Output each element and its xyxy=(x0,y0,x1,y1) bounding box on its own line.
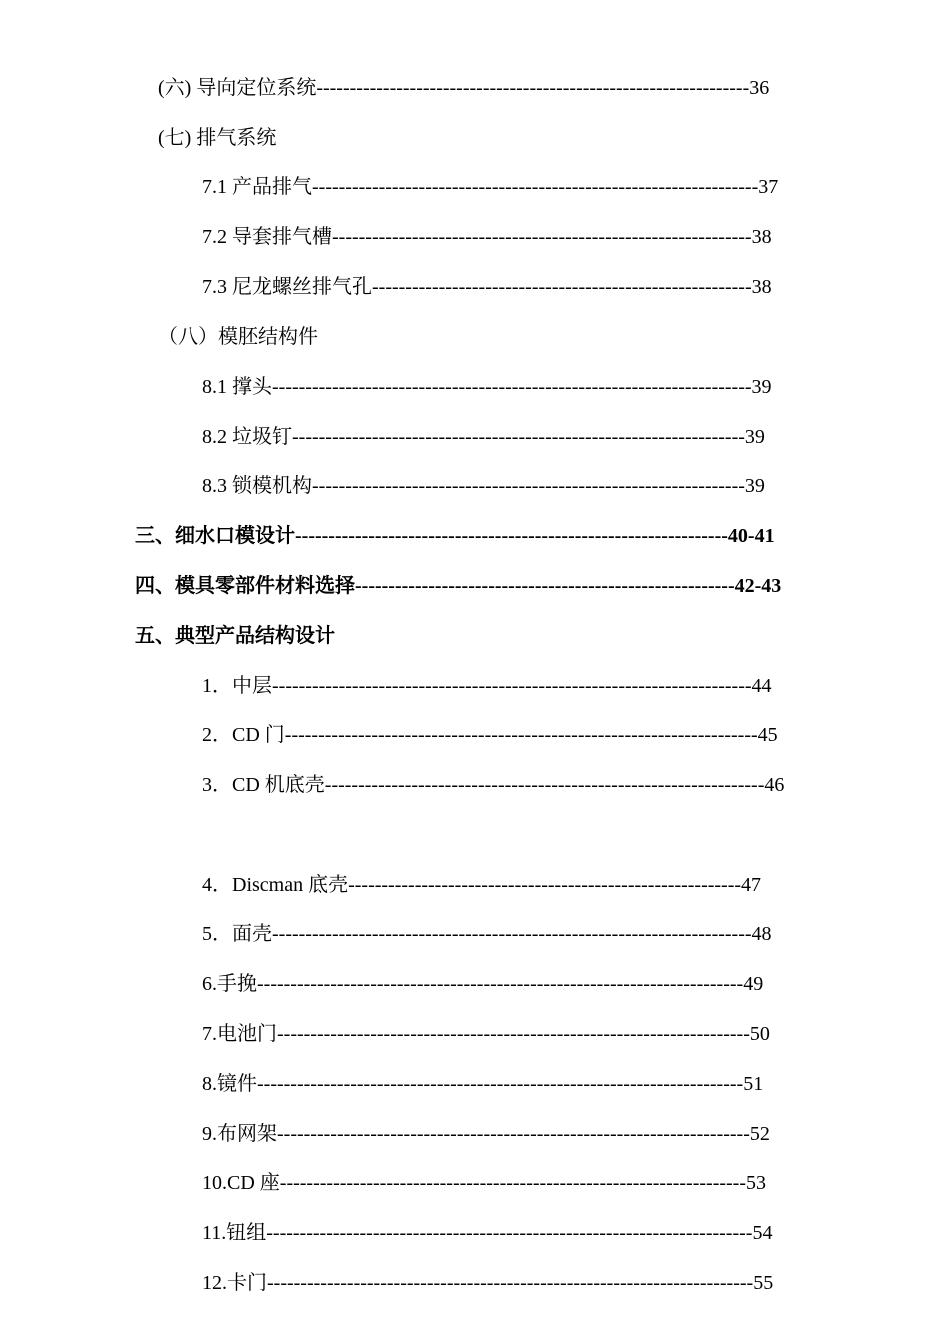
toc-entry-face-case: 5．面壳------------------------------------------------------------------------48 xyxy=(202,923,772,945)
toc-entry-guide-bush-vent: 7.2 导套排气槽---------------------------------------------------------------38 xyxy=(202,226,772,248)
toc-section-three-pin-mold: 三、细水口模设计-----------------------------------------------------------------40-41 xyxy=(135,525,775,547)
toc-entry-product-venting: 7.1 产品排气-------------------------------------------------------------------37 xyxy=(202,176,779,198)
toc-entry-middle-layer: 1．中层------------------------------------------------------------------------44 xyxy=(202,675,772,697)
toc-entry-venting-system: (七) 排气系统 xyxy=(158,127,277,149)
toc-entry-guide-positioning: (六) 导向定位系统-----------------------------------------------------------------36 xyxy=(158,77,770,99)
toc-entry-button-group: 11.钮组-------------------------------------------------------------------------54 xyxy=(202,1222,773,1244)
toc-entry-mold-lock: 8.3 锁模机构-----------------------------------------------------------------39 xyxy=(202,475,765,497)
toc-entry-nylon-screw-vent: 7.3 尼龙螺丝排气孔---------------------------------------------------------38 xyxy=(202,276,772,298)
toc-section-material-selection: 四、模具零部件材料选择---------------------------------------------------------42-43 xyxy=(135,575,782,597)
toc-entry-discman-bottom-case: 4．Discman 底壳-----------------------------------------------------------47 xyxy=(202,874,762,896)
toc-section-product-design: 五、典型产品结构设计 xyxy=(135,625,335,647)
toc-entry-lens-part: 8.镜件-------------------------------------------------------------------------51 xyxy=(202,1073,764,1095)
toc-entry-battery-door: 7.电池门-----------------------------------------------------------------------50 xyxy=(202,1023,770,1045)
toc-entry-support-pillar: 8.1 撑头------------------------------------------------------------------------39 xyxy=(202,376,772,398)
toc-entry-cd-door: 2．CD 门-----------------------------------------------------------------------45 xyxy=(202,724,778,746)
toc-entry-handle: 6.手挽-------------------------------------------------------------------------49 xyxy=(202,973,764,995)
toc-entry-card-door: 12.卡门-------------------------------------------------------------------------55 xyxy=(202,1272,774,1294)
toc-entry-speaker-grill-frame: 9.布网架-----------------------------------------------------------------------52 xyxy=(202,1123,770,1145)
toc-entry-stop-pin: 8.2 垃圾钉--------------------------------------------------------------------39 xyxy=(202,426,765,448)
toc-entry-mold-base-parts: （八）模胚结构件 xyxy=(158,326,318,348)
toc-entry-cd-seat: 10.CD 座----------------------------------------------------------------------53 xyxy=(202,1172,766,1194)
toc-entry-cd-bottom-case: 3．CD 机底壳------------------------------------------------------------------46 xyxy=(202,774,785,796)
